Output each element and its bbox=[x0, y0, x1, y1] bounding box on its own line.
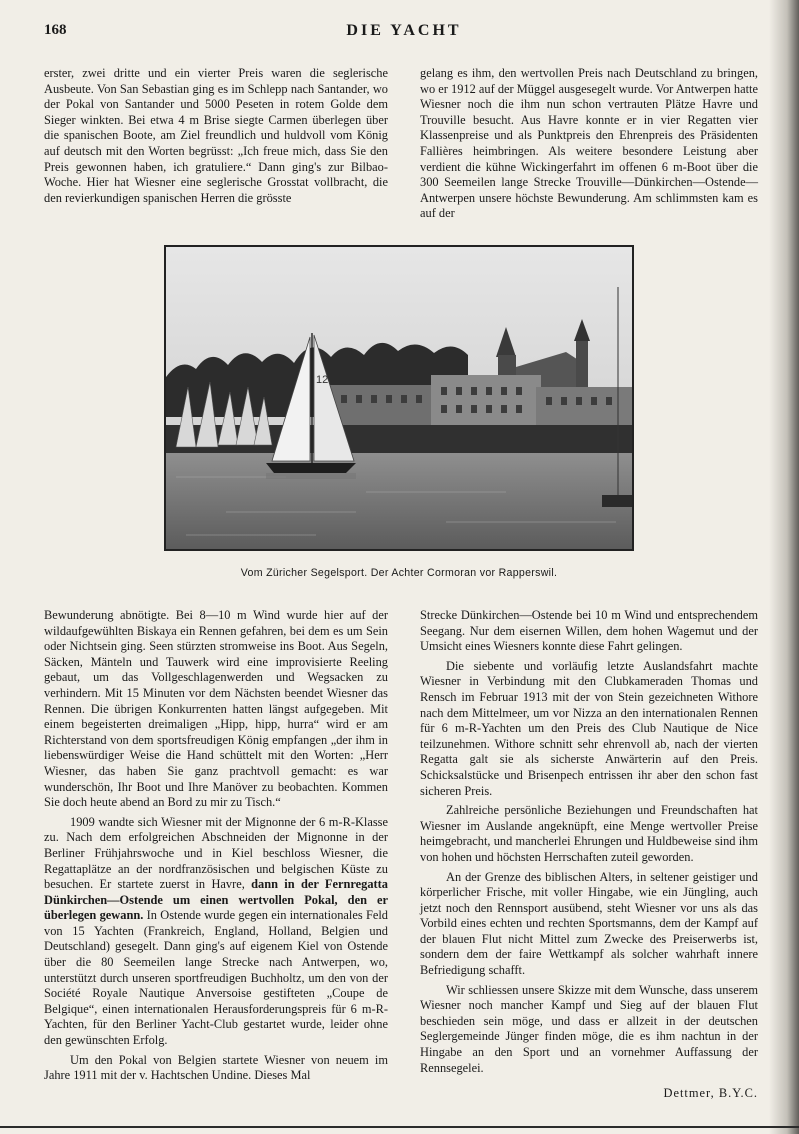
paragraph: gelang es ihm, den wertvollen Preis nach Deutschland zu bringen, wo er 1912 auf der Müggel ausgesegelt wurde. Vor Antwerpen hatte Wiesner noch die ihm nun schon vertrauten Plätze Havre und Trouville besucht. Aus Havre konnte er in vier Regatten vier Klassenpreise und als Punktpreis den Ehrenpreis des Präsidenten Fallières heimbringen. Als weitere besondere Leistung aber verdient die kühne Wickingerfahrt im offenen 6 m-Boot über die 300 Seemeilen lange Strecke Trouville—Dünkirchen—Ostende—Antwerpen unsere höchste Bewunderung. Am schlimmsten kam es auf der bbox=[420, 66, 758, 221]
author-signature: Dettmer, B.Y.C. bbox=[663, 1086, 758, 1101]
photo-illustration bbox=[166, 247, 632, 549]
harbor-photograph bbox=[164, 245, 634, 551]
paragraph: Die siebente und vorläufig letzte Auslandsfahrt machte Wiesner in Verbindung mit den Clubkameraden Thomas und Rensch im Februar 1913 mit der von Stein gezeichneten Withore nach dem Mittelmeer, um vor Nizza an den internationalen Rennen für 6 m-R-Yachten um den Preis des Club Nautique de Nice teilzunehmen. Withore schnitt sehr ehrenvoll ab, nach der vierten Regatta galt sie als sicherste Anwärterin auf den Preis. Schicksalstücke und Brisenpech entrissen ihr aber den schon fast sicheren Preis. bbox=[420, 658, 758, 798]
paragraph: Strecke Dünkirchen—Ostende bei 10 m Wind und entsprechendem Seegang. Nur dem eisernen Willen, dem hohen Wagemut und der Umsicht eines Wiesners konnte diese Fahrt gelingen. bbox=[420, 608, 758, 654]
top-right-column bbox=[420, 66, 758, 222]
paragraph: Bewunderung abnötigte. Bei 8—10 m Wind wurde hier auf der wildaufgewühlten Biskaya ein Rennen gefahren, bei dem es um Sein oder Nichtsein ging. Seen stürzten stromweise ins Boot. Aus Segeln, Säcken, Mänteln und Tauwerk wird eine improvisierte Reeling gebaut, um das Vollgeschlagenwerden und Wegsacken zu verhindern. Mit 15 Minuten vor dem Nächsten beendet Wiesner das Rennen. Die übrigen Konkurrenten hatten längst aufgegeben. Mit einem begeisterten dreimaligen „Hipp, hipp, hurra“ wird er am Richterstand von dem sportsfreudigen König empfangen „der ihm in liebenswürdiger Weise die Hand schüttelt mit den Worten: „Herr Wiesner, das haben Sie ganz prachtvoll gemacht: es war wunderschön, Ihr Boot und Ihre Manöver zu beobachten. Kommen Sie doch heute abend an Bord zu mir zu Tisch.“ bbox=[44, 608, 388, 810]
paragraph bbox=[44, 815, 388, 1049]
page-header bbox=[44, 22, 764, 44]
top-left-column bbox=[44, 66, 388, 206]
text-run: 1909 wandte sich Wiesner mit der Mignonne der 6 m-R-Klasse zu. Nach dem erfolgreichen Abschneiden der Mignonne in der Berliner Frühjahrswoche und in Kiel beschloss Wiesner, die Regattaplätze an der nordfranzösischen und belgischen Küste zu besuchen. Er startete zuerst in Havre, bbox=[44, 814, 388, 892]
page-edge-shadow bbox=[769, 0, 799, 1134]
bottom-rule bbox=[0, 1126, 799, 1128]
paragraph: Wir schliessen unsere Skizze mit dem Wunsche, dass unserem Wiesner noch mancher Kampf und Sieg auf der blauen Flut beschieden sein möge, und dass er allzeit in der deutschen Seglergemeinde Jünger finden möge, die es ihm nachtun in der Hingabe an den Sport und an vornehmer Auffassung der Rennsegelei. bbox=[420, 982, 758, 1075]
paragraph: Zahlreiche persönliche Beziehungen und Freundschaften hat Wiesner im Auslande angeknüpft, eine Menge wertvoller Preise heimgebracht, und mancherlei Ehrungen und Huldbeweise sind ihm von hohen und höchsten Herrschaften zuteil geworden. bbox=[420, 803, 758, 864]
sail-number: 12 bbox=[316, 374, 329, 386]
bottom-right-column bbox=[420, 608, 758, 1102]
running-title: DIE YACHT bbox=[346, 22, 462, 39]
paragraph: erster, zwei dritte und ein vierter Preis waren die seglerische Ausbeute. Von San Sebastian ging es im Schlepp nach Santander, wo der Pokal von Santander und 5000 Peseten in rotem Golde dem Sieger winkten. Bei etwa 4 m Brise siegte Carmen überlegen über die spanischen Boote, am Ziel freundlich und huldvoll vom König auf deutsch mit den Worten begrüsst: „Ich freue mich, dass Sie den Preis gewonnen haben, ich gratuliere.“ Dann ging's zur Bilbao-Woche. Hier hat Wiesner eine seglerische Grosstat vollbracht, die den revierkundigen spanischen Herren die grösste bbox=[44, 66, 388, 205]
figure-caption: Vom Züricher Segelsport. Der Achter Cormoran vor Rapperswil. bbox=[240, 567, 558, 579]
paragraph: An der Grenze des biblischen Alters, in seltener geistiger und körperlicher Frische, mit voller Hingabe, wie ein Jüngling, auch jetzt noch den Rennsport ausübend, steht Wiesner vor uns als das Vorbild eines echten und rechten Sportsmanns, dem der Kampf auf der blauen Flut nicht Mittel zum Zwecke des Preiserwerbs ist, sondern dem der faire Wettkampf als solcher wahrhaft innere Befriedigung schafft. bbox=[420, 869, 758, 978]
paragraph: Um den Pokal von Belgien startete Wiesner von neuem im Jahre 1911 mit der v. Hachtschen Undine. Dieses Mal bbox=[44, 1052, 388, 1083]
page-number: 168 bbox=[44, 22, 67, 38]
text-run: In Ostende wurde gegen ein internationales Feld von 15 Yachten (Frankreich, England, Holland, Belgien und Deutschland) gesegelt. Dann ging's auf eigenem Kiel von Ostende über die 80 Seemeilen lange Strecke nach Antwerpen, wo, unterstützt durch unseren sportfreudigen Buchholtz, um den von der Société Royale Nautique Anversoise gestifteten „Coupe de Belgique“, einen internationalen Herausforderungspreis für 6 m-R-Yachten, für den Berliner Yacht-Club gestartet wurde, leider ohne den gewünschten Erfolg. bbox=[44, 908, 388, 1048]
bottom-left-column bbox=[44, 608, 388, 1084]
bold-text-run: dann in der Fernregatta Dünkirchen—Ostende um einen wertvollen Pokal, den er überlegen gewann. bbox=[44, 877, 388, 923]
